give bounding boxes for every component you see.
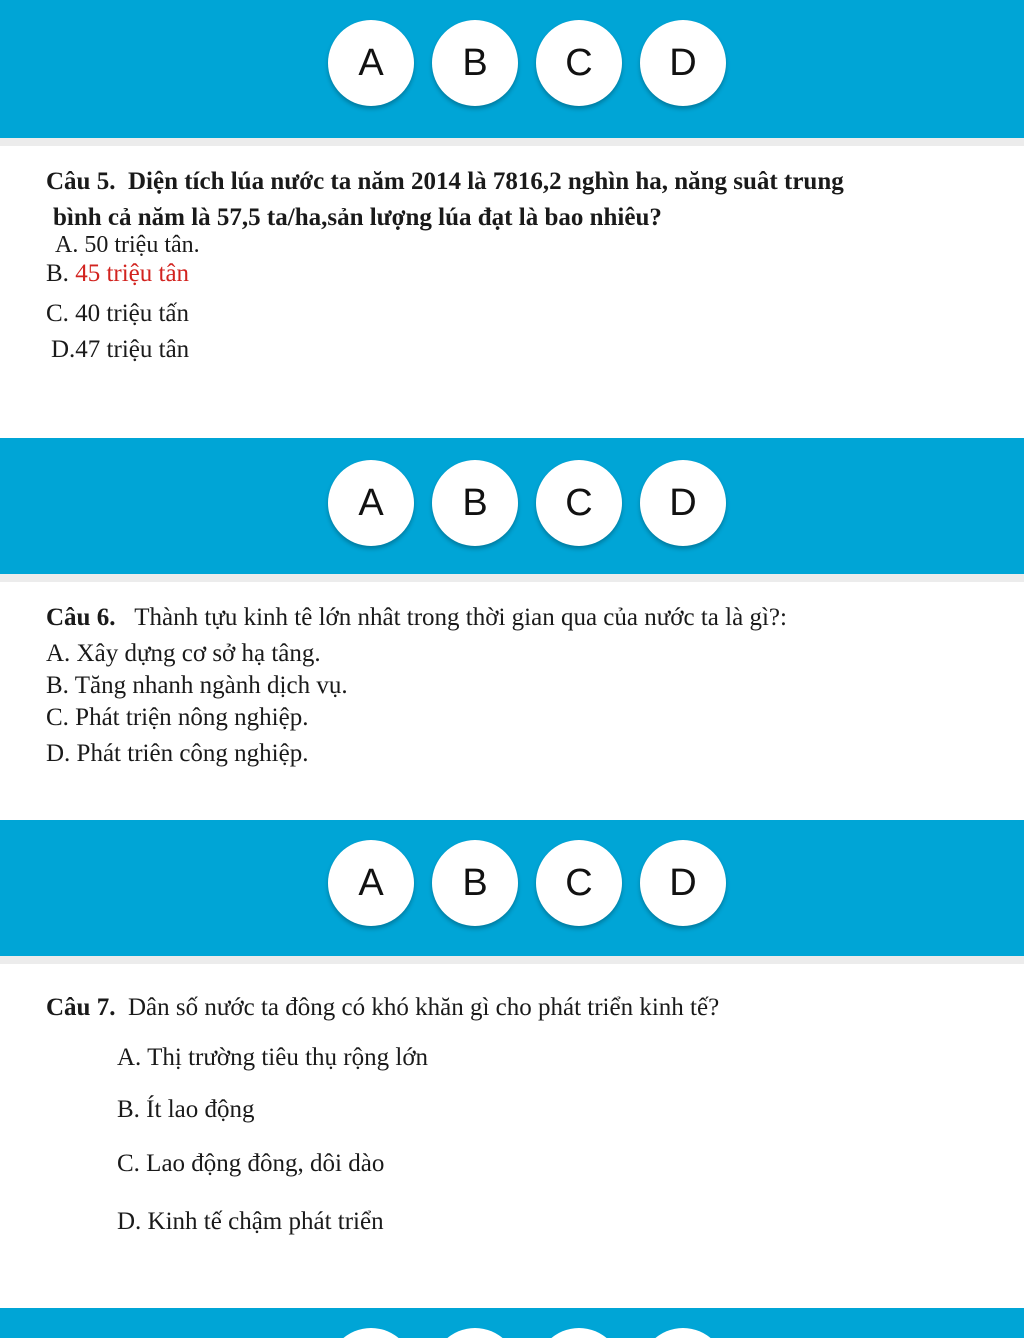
question-7-option-b[interactable]: B. Ít lao động xyxy=(117,1096,255,1123)
question-card-7 xyxy=(0,956,1024,1308)
option-d-button[interactable]: D xyxy=(640,460,726,546)
option-c-button-partial[interactable] xyxy=(536,1328,622,1338)
answer-bar-2 xyxy=(0,438,1024,570)
question-5-option-c[interactable]: C. 40 triệu tấn xyxy=(46,300,190,327)
option-a-button-partial[interactable] xyxy=(328,1328,414,1338)
option-c-button[interactable]: C xyxy=(536,460,622,546)
question-card-5 xyxy=(0,138,1024,438)
option-b-button-partial[interactable] xyxy=(432,1328,518,1338)
question-5-option-b-prefix: B. xyxy=(46,260,69,287)
option-c-button[interactable]: C xyxy=(536,840,622,926)
question-7-line xyxy=(46,994,719,1022)
question-5-text-1: Diện tích lúa nước ta năm 2014 là 7816,2 nghìn ha, năng suât trung xyxy=(127,168,844,195)
question-5-line-2 xyxy=(53,204,662,232)
option-b-button[interactable]: B xyxy=(432,840,518,926)
question-6-line xyxy=(46,604,787,632)
option-b-button[interactable]: B xyxy=(432,460,518,546)
question-6-option-b[interactable]: B. Tăng nhanh ngành dịch vụ. xyxy=(46,672,348,699)
question-5-option-b-answer: 45 triệu tân xyxy=(75,260,190,287)
question-5-line-1 xyxy=(46,168,844,196)
question-card-6 xyxy=(0,574,1024,820)
question-5-option-a[interactable]: A. 50 triệu tân. xyxy=(55,232,200,258)
question-7-number: Câu 7. xyxy=(46,994,116,1021)
option-d-button-partial[interactable] xyxy=(640,1328,726,1338)
question-7-option-a[interactable]: A. Thị trường tiêu thụ rộng lớn xyxy=(117,1044,429,1071)
question-6-number: Câu 6. xyxy=(46,604,116,631)
option-a-button[interactable]: A xyxy=(328,840,414,926)
question-6-text: Thành tựu kinh tê lớn nhât trong thời gian qua của nước ta là gì?: xyxy=(134,604,787,631)
question-7-text: Dân số nước ta đông có khó khăn gì cho phát triển kinh tế? xyxy=(127,994,720,1021)
question-5-text-2: bình cả năm là 57,5 ta/ha,sản lượng lúa đạt là bao nhiêu? xyxy=(53,204,662,231)
answer-bar-4 xyxy=(0,1308,1024,1338)
answer-bar-3 xyxy=(0,820,1024,952)
question-5-number: Câu 5. xyxy=(46,168,116,195)
question-5-option-b[interactable] xyxy=(46,260,189,288)
question-7-option-c[interactable]: C. Lao động đông, dôi dào xyxy=(117,1150,385,1177)
option-a-button[interactable]: A xyxy=(328,460,414,546)
question-6-option-c[interactable]: C. Phát triện nông nghiệp. xyxy=(46,704,309,731)
answer-bar-1 xyxy=(0,0,1024,128)
option-d-button[interactable]: D xyxy=(640,840,726,926)
option-b-button[interactable]: B xyxy=(432,20,518,106)
question-7-option-d[interactable]: D. Kinh tế chậm phát triển xyxy=(117,1208,384,1235)
question-5-option-d[interactable]: D.47 triệu tân xyxy=(51,336,190,363)
option-a-button[interactable]: A xyxy=(328,20,414,106)
option-d-button[interactable]: D xyxy=(640,20,726,106)
question-6-option-d[interactable]: D. Phát triên công nghiệp. xyxy=(46,740,309,767)
question-6-option-a[interactable]: A. Xây dựng cơ sở hạ tâng. xyxy=(46,640,321,667)
option-c-button[interactable]: C xyxy=(536,20,622,106)
